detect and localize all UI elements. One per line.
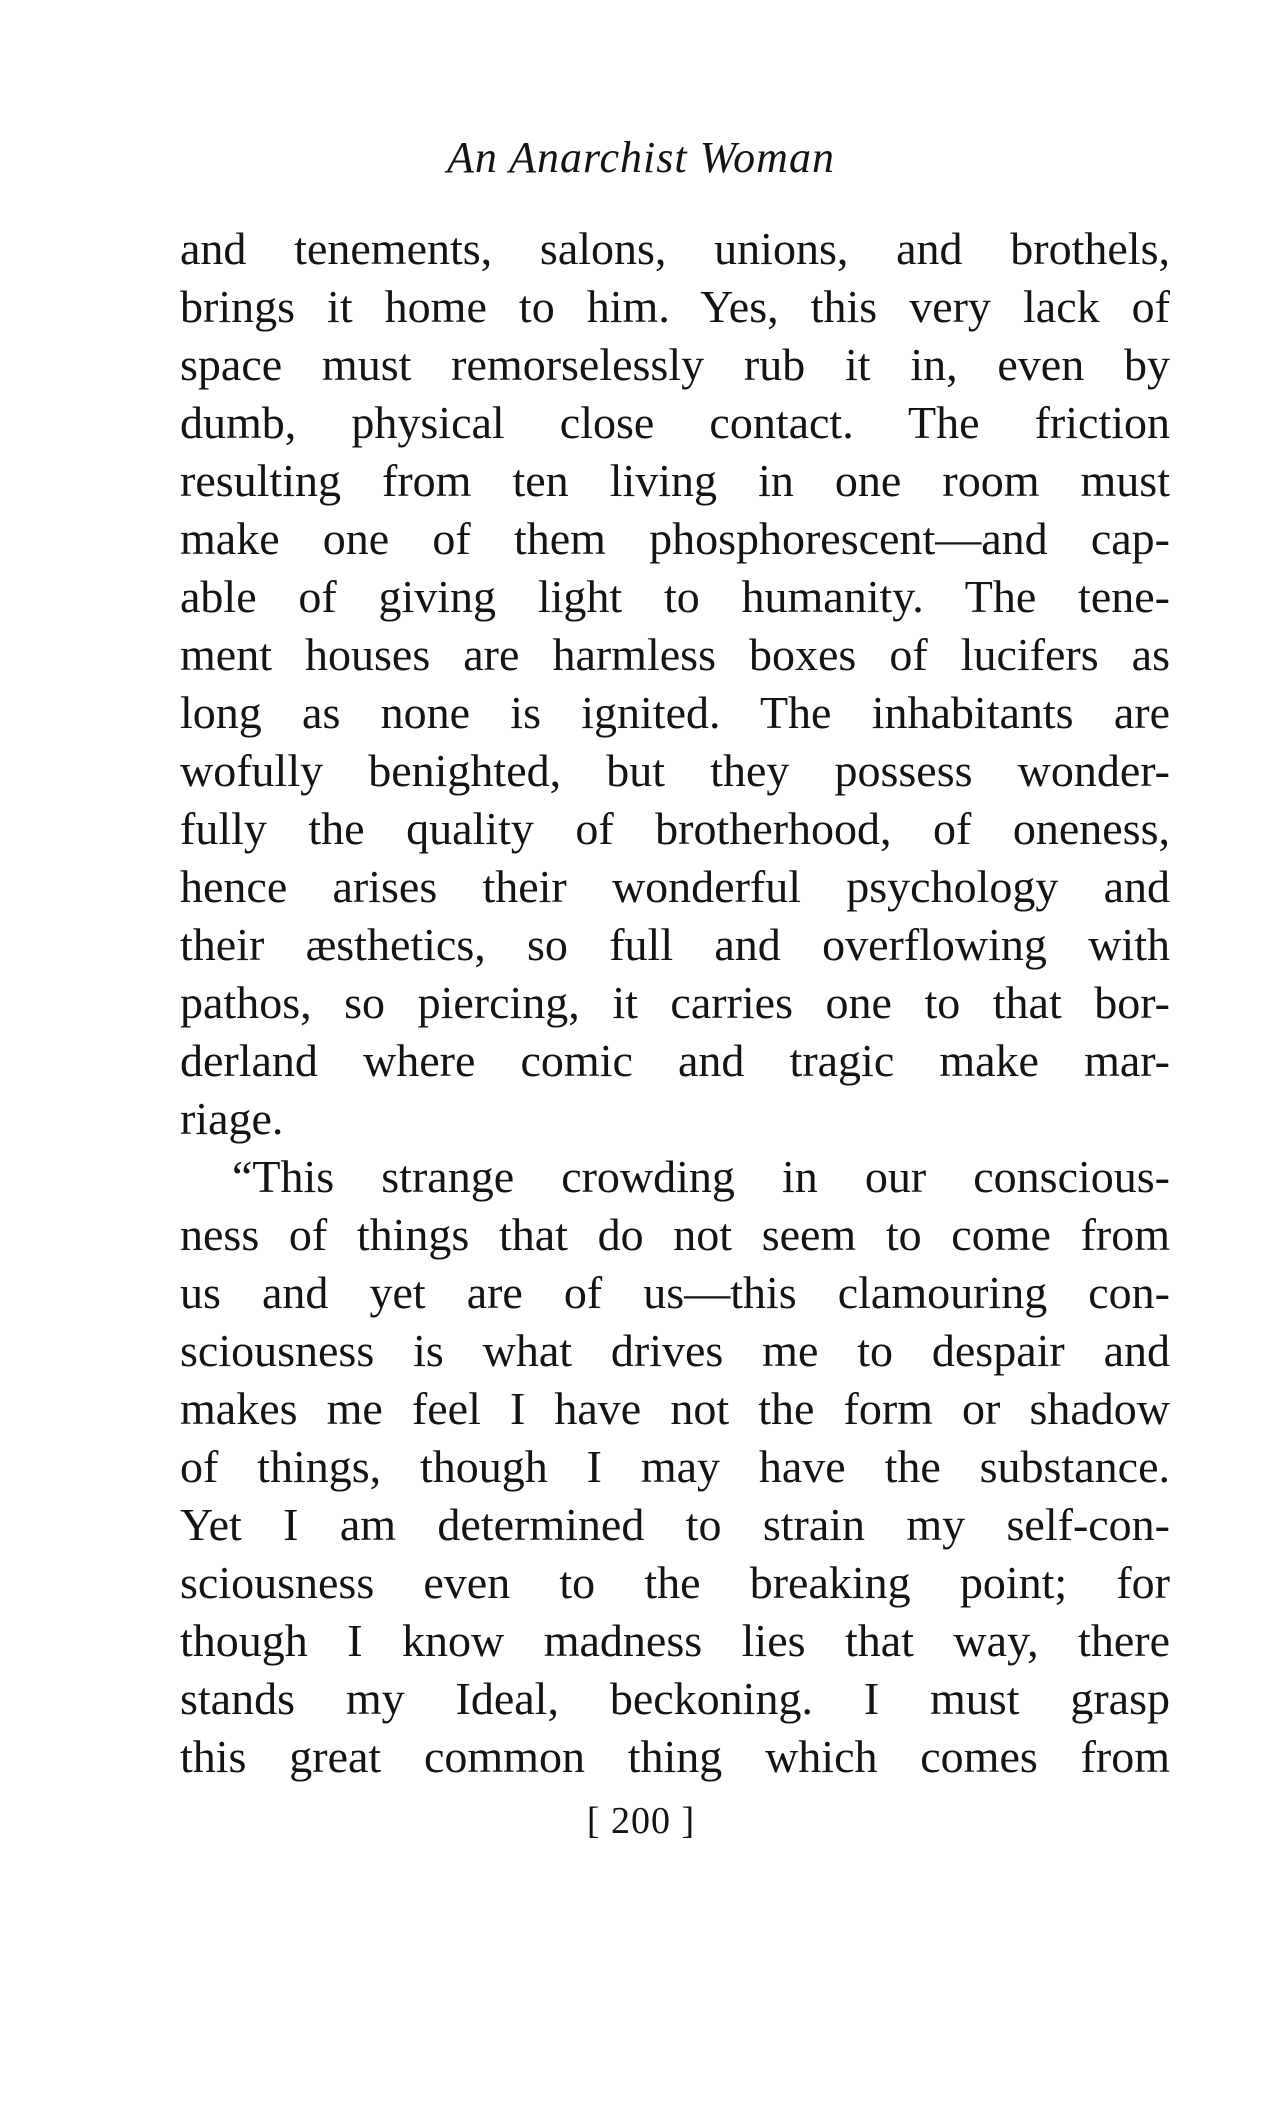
- text-line: hence arises their wonderful psychology and: [180, 861, 1170, 912]
- text-line: long as none is ignited. The inhabitants are: [180, 687, 1170, 738]
- text-line: dumb, physical close contact. The friction: [180, 397, 1170, 448]
- text-line: ness of things that do not seem to come from: [180, 1209, 1170, 1260]
- text-line: makes me feel I have not the form or shadow: [180, 1383, 1170, 1434]
- text-line: of things, though I may have the substance.: [180, 1441, 1170, 1492]
- text-line: sciousness is what drives me to despair and: [180, 1325, 1170, 1376]
- paragraph-start-line: “This strange crowding in our conscious-: [232, 1151, 1170, 1202]
- body-text: [180, 220, 1170, 1786]
- text-line: sciousness even to the breaking point; for: [180, 1557, 1170, 1608]
- page-number: [ 200 ]: [586, 1800, 696, 1842]
- text-line: this great common thing which comes from: [180, 1731, 1170, 1782]
- text-line: space must remorselessly rub it in, even by: [180, 339, 1170, 390]
- text-line: make one of them phosphorescent—and cap-: [180, 513, 1170, 564]
- running-head: An Anarchist Woman: [447, 133, 835, 182]
- text-line: wofully benighted, but they possess wonder-: [180, 745, 1170, 796]
- text-line: though I know madness lies that way, there: [180, 1615, 1170, 1666]
- text-line: brings it home to him. Yes, this very lack of: [180, 281, 1170, 332]
- text-line: resulting from ten living in one room must: [180, 455, 1170, 506]
- text-line: stands my Ideal, beckoning. I must grasp: [180, 1673, 1170, 1724]
- paragraph-end-line: riage.: [180, 1093, 284, 1144]
- text-line: fully the quality of brotherhood, of oneness,: [180, 803, 1170, 854]
- text-line: and tenements, salons, unions, and brothels,: [180, 223, 1170, 274]
- text-line: ment houses are harmless boxes of lucifers as: [180, 629, 1170, 680]
- text-line: Yet I am determined to strain my self-con-: [180, 1499, 1170, 1550]
- text-line: derland where comic and tragic make mar-: [180, 1035, 1170, 1086]
- text-line: pathos, so piercing, it carries one to that bor-: [180, 977, 1170, 1028]
- text-line: their æsthetics, so full and overflowing with: [180, 919, 1170, 970]
- text-line: able of giving light to humanity. The tene-: [180, 571, 1170, 622]
- text-line: us and yet are of us—this clamouring con-: [180, 1267, 1170, 1318]
